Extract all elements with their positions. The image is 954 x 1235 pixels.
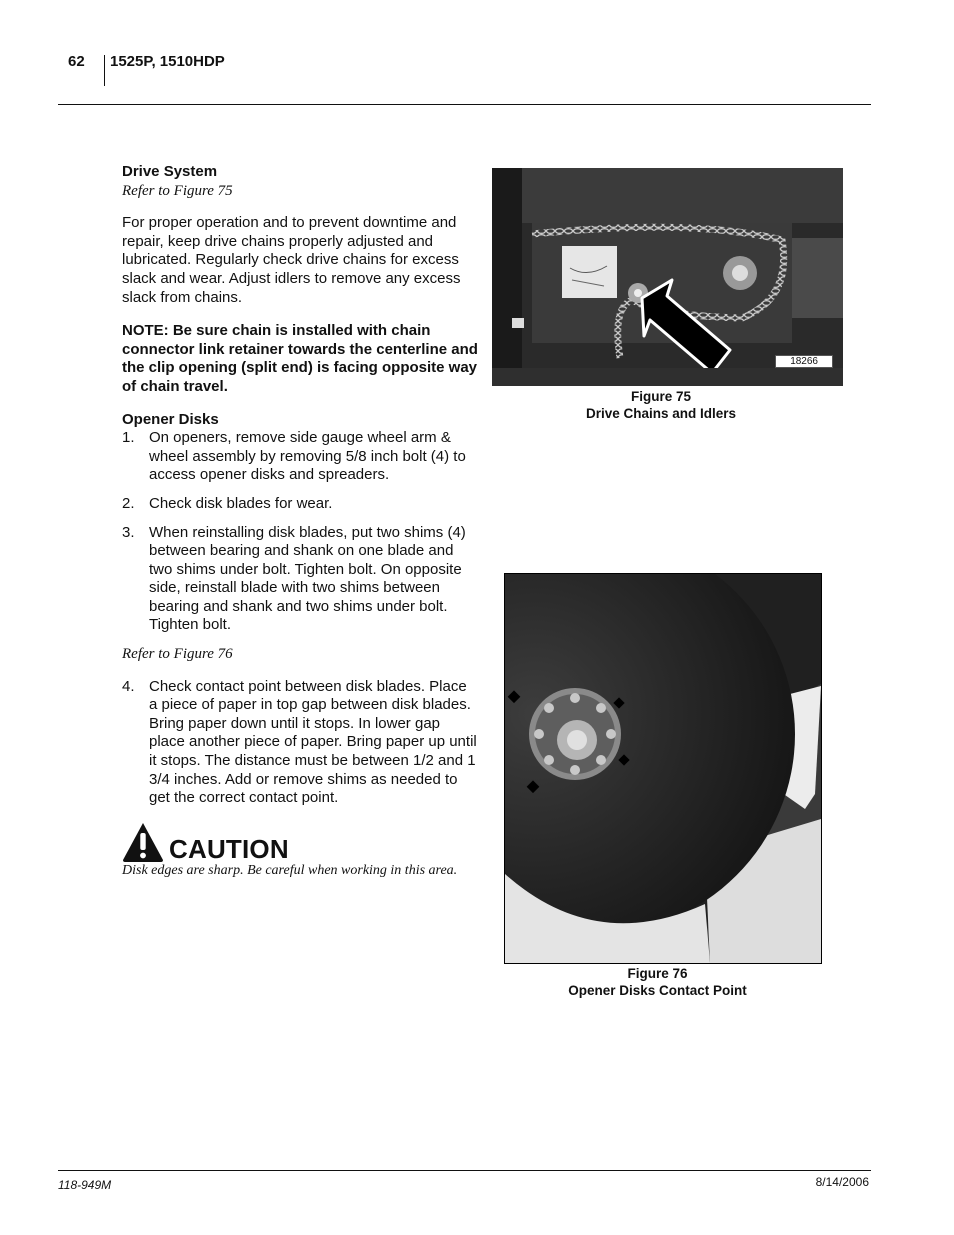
- step-number: 3.: [122, 523, 135, 541]
- step-number: 2.: [122, 494, 135, 512]
- opener-figure-ref: Refer to Figure 76: [122, 646, 233, 663]
- opener-disk-photo-illustration: [505, 574, 821, 963]
- opener-steps-list: [122, 429, 479, 635]
- drive-chain-photo-illustration: [492, 168, 843, 386]
- step-text: When reinstalling disk blades, put two shims (4) between bearing and shank on one blade and two shims under bolt. Tighten bolt. On opposite side, reinstall blade with two shims between bearing and shank and two shims under bolt. Tighten bolt.: [149, 523, 466, 634]
- drive-system-note: NOTE: Be sure chain is installed with chain connector link retainer towards the centerline and the clip opening (split end) is facing opposite way of chain travel.: [122, 322, 478, 395]
- drive-system-body: For proper operation and to prevent downtime and repair, keep drive chains properly adjusted and lubricated. Regularly check drive chains for excess slack and wear. Adjust idlers to remove any excess slack from chains.: [122, 214, 461, 306]
- header-rule: [58, 104, 871, 105]
- page-number: 62: [68, 53, 85, 70]
- drive-system-figure-ref: Refer to Figure 75: [122, 182, 233, 199]
- opener-disks-heading: Opener Disks: [122, 410, 219, 428]
- drive-system-section: [122, 163, 479, 808]
- caution-heading: CAUTION: [169, 834, 289, 864]
- footer-rule: [58, 1170, 871, 1171]
- figure-76-caption: [504, 965, 811, 999]
- list-item: [122, 495, 479, 514]
- caution-text: Disk edges are sharp. Be careful when working in this area.: [122, 863, 458, 878]
- document-id: 118-949M: [58, 1178, 112, 1192]
- document-title: 1525P, 1510HDP: [110, 53, 225, 70]
- figure-75-label: Figure 75: [630, 389, 692, 404]
- step-text: On openers, remove side gauge wheel arm & wheel assembly by removing 5/8 inch bolt (4) to access opener disks and spreaders.: [149, 429, 466, 484]
- step-number: 1.: [122, 429, 135, 447]
- figure-76-photo: [504, 573, 822, 964]
- step-text: Check disk blades for wear.: [149, 494, 333, 512]
- figure-75-title: Drive Chains and Idlers: [585, 406, 737, 421]
- step-number: 4.: [122, 677, 135, 695]
- figure-75-caption: [492, 388, 830, 422]
- list-item: [122, 524, 479, 636]
- list-item: [122, 678, 479, 808]
- figure-75-tag: 18266: [775, 355, 833, 368]
- header-divider: [104, 55, 105, 86]
- figure-76-label: Figure 76: [627, 966, 688, 981]
- document-date: 8/14/2006: [815, 1175, 869, 1189]
- step-text: Check contact point between disk blades. Place a piece of paper in top gap between disk blades. Bring paper down until it stops. In lower gap place another piece of paper. Bring paper up until it stops. The distance must be between 1/2 and 1 3/4 inches. Add or remove shims as needed to get the correct contact point.: [149, 677, 477, 807]
- drive-system-heading: Drive System: [122, 163, 218, 180]
- warning-triangle-icon: [122, 822, 164, 862]
- figure-75-photo: [492, 168, 843, 386]
- figure-76-title: Opener Disks Contact Point: [568, 983, 747, 998]
- list-item: [122, 429, 479, 485]
- opener-steps-list-continued: [122, 678, 479, 808]
